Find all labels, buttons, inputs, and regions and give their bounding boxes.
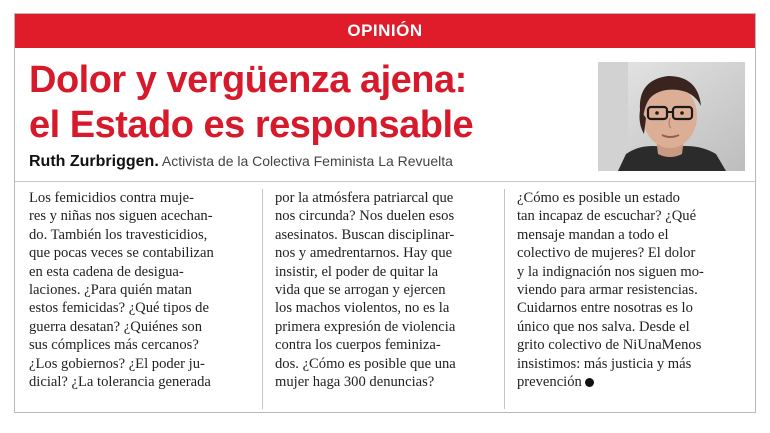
body-column-3 (517, 189, 745, 407)
body-line: único que nos salva. Desde el (517, 318, 690, 335)
author-portrait-image (598, 62, 745, 171)
body-line: contra los cuerpos feminiza- (275, 337, 441, 354)
author-photo (598, 62, 745, 171)
body-line: laciones. ¿Para quién matan (29, 282, 192, 299)
body-line: colectivo de mujeres? El dolor (517, 245, 696, 262)
body-line: Cuidarnos entre nosotras es lo (517, 300, 693, 317)
body-line: y la indignación nos siguen mo- (517, 263, 704, 280)
headline (29, 58, 529, 148)
divider-horizontal (15, 181, 755, 182)
body-line: que pocas veces se contabilizan (29, 245, 214, 262)
body-line: estos femicidas? ¿Qué tipos de (29, 300, 209, 317)
body-line: los machos violentos, no es la (275, 300, 450, 317)
body-line: en esta cadena de desigua- (29, 263, 184, 280)
body-line: mujer haga 300 denuncias? (275, 374, 435, 391)
body-column-2 (275, 189, 505, 407)
author-role: Activista de la Colectiva Feminista La Revuelta (161, 153, 453, 169)
section-label: OPINIÓN (347, 21, 423, 40)
body-line: guerra desatan? ¿Quiénes son (29, 318, 203, 335)
body-line: primera expresión de violencia (275, 318, 456, 335)
body-line: viendo para armar resistencias. (517, 282, 698, 299)
opinion-article (14, 13, 756, 413)
body-line: insistir, el poder de quitar la (275, 263, 439, 280)
body-line: dicial? ¿La tolerancia generada (29, 374, 211, 391)
body-line: asesinatos. Buscan disciplinar- (275, 226, 455, 243)
author-name: Ruth Zurbriggen. (29, 153, 159, 170)
headline-line-1: Dolor y vergüenza ajena: (29, 59, 467, 101)
body-line: res y niñas nos siguen acechan- (29, 208, 213, 225)
body-line: ¿Cómo es posible un estado (517, 190, 680, 206)
body-column-1 (29, 189, 257, 407)
body-line: dos. ¿Cómo es posible que una (275, 355, 456, 372)
body-line: sus cómplices más cercanos? (29, 337, 199, 354)
body-line: Los femicidios contra muje- (29, 190, 194, 206)
body-line: do. También los travesticidios, (29, 226, 208, 243)
body-line: vida que se arrogan y ejercen (275, 282, 446, 299)
end-of-article-dot-icon (585, 378, 594, 387)
body-line: por la atmósfera patriarcal que (275, 190, 454, 206)
headline-line-2: el Estado es responsable (29, 104, 474, 146)
body-line: ¿Los gobiernos? ¿El poder ju- (29, 355, 205, 372)
body-line: insistimos: más justicia y más (517, 355, 692, 372)
body-line: prevención (517, 374, 582, 391)
body-line: grito colectivo de NiUnaMenos (517, 337, 702, 354)
byline (29, 153, 453, 171)
section-header (15, 14, 755, 48)
body-line: nos y amedrentarnos. Hay que (275, 245, 453, 262)
body-line: tan incapaz de escuchar? ¿Qué (517, 208, 697, 225)
body-line: nos circunda? Nos duelen esos (275, 208, 455, 225)
column-divider-1 (262, 189, 263, 409)
body-line: mensaje mandan a todo el (517, 226, 669, 243)
